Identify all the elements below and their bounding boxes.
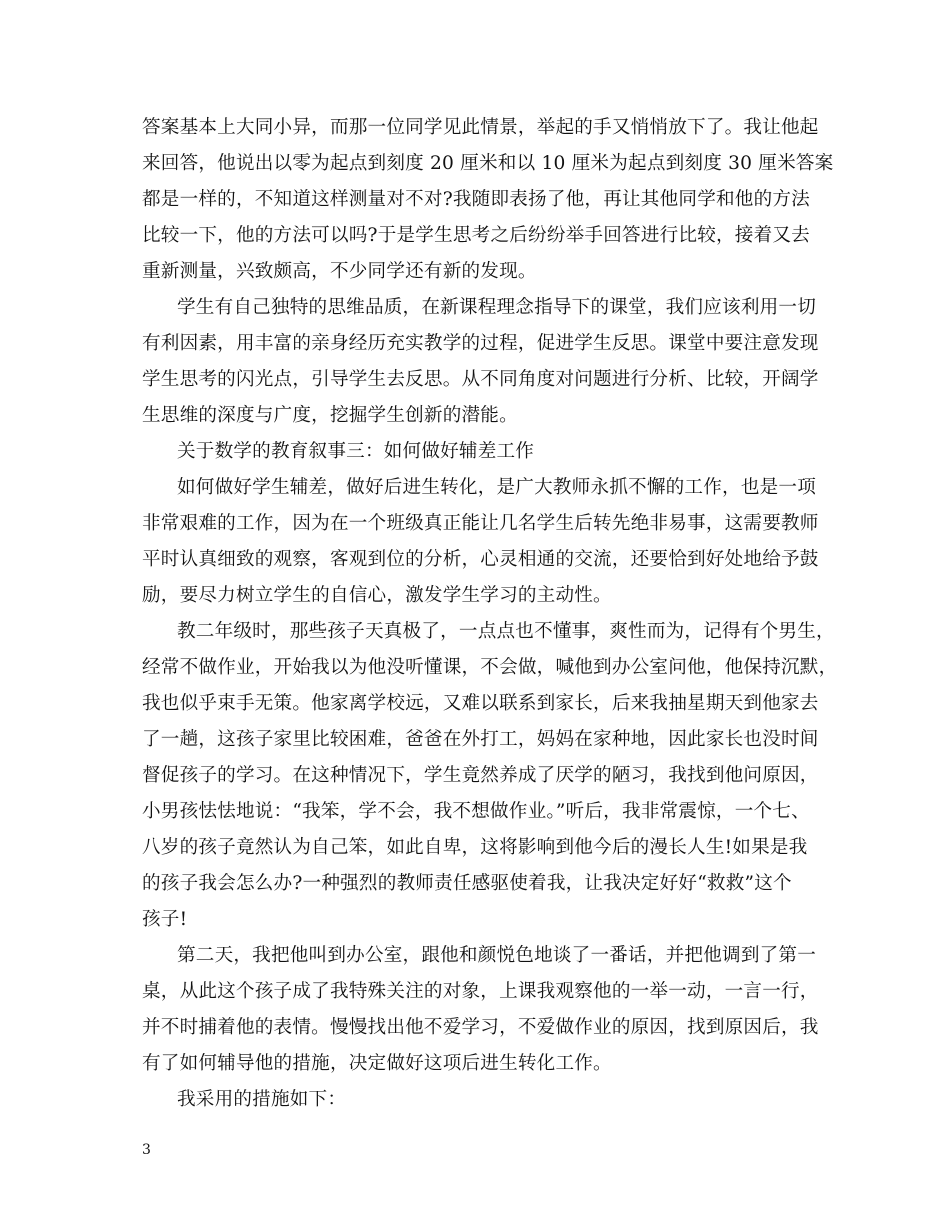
text-line: 励，要尽力树立学生的自信心，激发学生学习的主动性。 bbox=[142, 585, 612, 606]
text-line: 来回答，他说出以零为起点到刻度 20 厘米和以 10 厘米为起点到刻度 30 厘米答案 bbox=[142, 153, 834, 174]
text-line: 并不时捕着他的表情。慢慢找出他不爱学习，不爱做作业的原因，找到原因后，我 bbox=[142, 1017, 819, 1038]
text-line: 我采用的措施如下： bbox=[177, 1089, 347, 1110]
text-line: 教二年级时，那些孩子天真极了，一点点也不懂事，爽性而为，记得有个男生， bbox=[177, 621, 835, 642]
text-line: 有了如何辅导他的措施，决定做好这项后进生转化工作。 bbox=[142, 1053, 612, 1074]
text-line: 我也似乎束手无策。他家离学校远，又难以联系到家长，后来我抽星期天到他家去 bbox=[142, 693, 819, 714]
text-line: 学生思考的闪光点，引导学生去反思。从不同角度对问题进行分析、比较，开阔学 bbox=[142, 369, 819, 390]
section-heading: 关于数学的教育叙事三：如何做好辅差工作 bbox=[177, 441, 535, 462]
page-number: 3 bbox=[142, 1142, 151, 1158]
text-line: 学生有自己独特的思维品质，在新课程理念指导下的课堂，我们应该利用一切 bbox=[177, 297, 816, 318]
text-line: 八岁的孩子竟然认为自己笨，如此自卑，这将影响到他今后的漫长人生!如果是我 bbox=[142, 837, 808, 858]
text-line: 第二天，我把他叫到办公室，跟他和颜悦色地谈了一番话，并把他调到了第一 bbox=[177, 945, 816, 966]
text-line: 经常不做作业，开始我以为他没听懂课，不会做，喊他到办公室问他，他保持沉默， bbox=[142, 657, 838, 678]
text-line: 重新测量，兴致颇高，不少同学还有新的发现。 bbox=[142, 261, 537, 282]
text-line: 比较一下，他的方法可以吗?于是学生思考之后纷纷举手回答进行比较，接着又去 bbox=[142, 225, 810, 246]
text-line: 非常艰难的工作，因为在一个班级真正能让几名学生后转先绝非易事，这需要教师 bbox=[142, 513, 819, 534]
text-line: 有利因素，用丰富的亲身经历充实教学的过程，促进学生反思。课堂中要注意发现 bbox=[142, 333, 819, 354]
text-line: 的孩子我会怎么办?一种强烈的教师责任感驱使着我，让我决定好好“救救”这个 bbox=[142, 873, 792, 894]
text-line: 答案基本上大同小异，而那一位同学见此情景，举起的手又悄悄放下了。我让他起 bbox=[142, 117, 819, 138]
text-line: 生思维的深度与广度，挖掘学生创新的潜能。 bbox=[142, 405, 518, 426]
text-line: 都是一样的，不知道这样测量对不对?我随即表扬了他，再让其他同学和他的方法 bbox=[142, 189, 810, 210]
text-line: 平时认真细致的观察，客观到位的分析，心灵相通的交流，还要恰到好处地给予鼓 bbox=[142, 549, 819, 570]
text-line: 桌，从此这个孩子成了我特殊关注的对象，上课我观察他的一举一动，一言一行， bbox=[142, 981, 819, 1002]
text-line: 孩子! bbox=[142, 909, 188, 930]
text-line: 如何做好学生辅差，做好后进生转化，是广大教师永抓不懈的工作，也是一项 bbox=[177, 477, 816, 498]
text-line: 小男孩怯怯地说：“我笨，学不会，我不想做作业。”听后，我非常震惊，一个七、 bbox=[142, 801, 810, 822]
text-line: 督促孩子的学习。在这种情况下，学生竟然养成了厌学的陋习，我找到他问原因， bbox=[142, 765, 819, 786]
text-line: 了一趟，这孩子家里比较困难，爸爸在外打工，妈妈在家种地，因此家长也没时间 bbox=[142, 729, 819, 750]
